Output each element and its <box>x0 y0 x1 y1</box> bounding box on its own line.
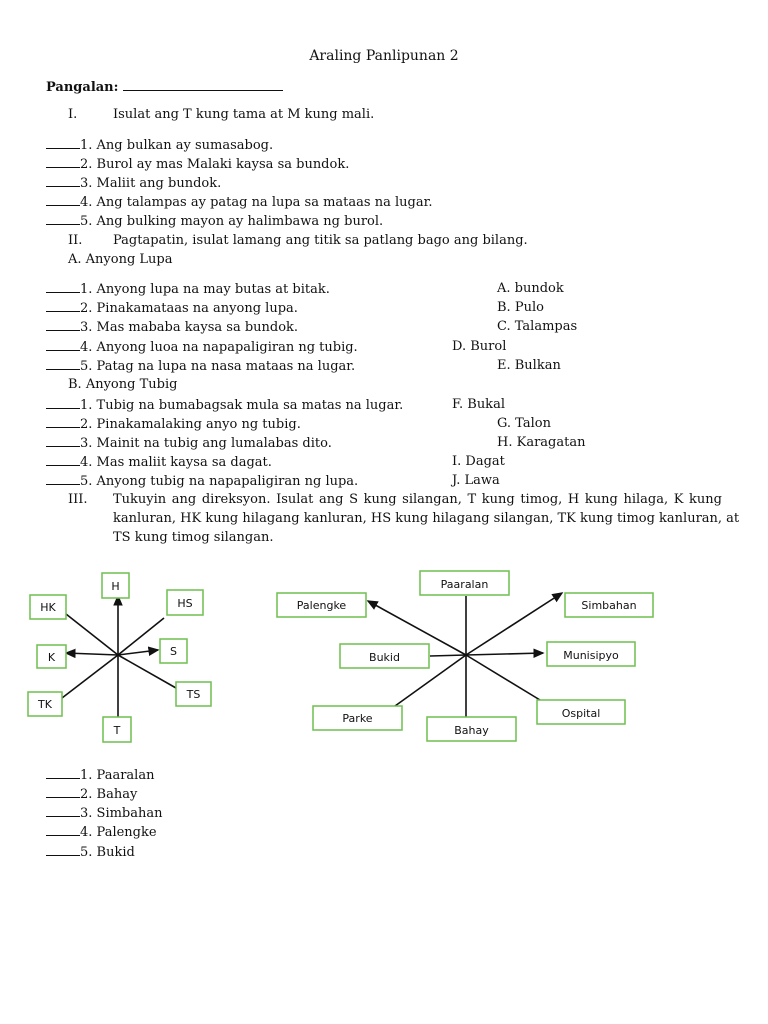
choice-h: H. Karagatan <box>497 435 586 450</box>
answer-blank[interactable] <box>46 415 80 428</box>
answer-blank[interactable] <box>46 155 80 168</box>
map-arrow-east <box>466 653 543 655</box>
choice-b: B. Pulo <box>497 300 544 315</box>
map-box-bahay <box>427 717 516 741</box>
map-box-simbahan <box>565 593 653 617</box>
compass-label-ts: TS <box>186 688 201 701</box>
part-a-heading: A. Anyong Lupa <box>68 252 173 267</box>
s2b-item-3 <box>46 434 332 453</box>
section3-instruction-line-1: Tukuyin ang direksyon. Isulat ang S kung silangan, T kung timog, H kung hilaga, K kung <box>113 492 722 507</box>
s3-item-3-text: 3. Simbahan <box>80 806 163 821</box>
answer-blank[interactable] <box>46 843 80 856</box>
s1-item-5 <box>46 212 383 231</box>
section1-numeral: I. <box>68 107 78 122</box>
compass-box-hk <box>30 595 66 619</box>
answer-blank[interactable] <box>46 193 80 206</box>
answer-blank[interactable] <box>46 318 80 331</box>
s2a-item-1-text: 1. Anyong lupa na may butas at bitak. <box>80 282 330 297</box>
arrow-southwest <box>62 655 118 698</box>
compass-label-s: S <box>170 645 177 658</box>
compass-label-t: T <box>113 724 121 737</box>
choice-c: C. Talampas <box>497 319 578 334</box>
answer-blank[interactable] <box>46 823 80 836</box>
choice-f: F. Bukal <box>452 397 505 412</box>
compass-box-s <box>160 639 187 663</box>
choice-g: G. Talon <box>497 416 551 431</box>
s2a-item-4-text: 4. Anyong luoa na napapaligiran ng tubig. <box>80 340 358 355</box>
s2b-item-3-text: 3. Mainit na tubig ang lumalabas dito. <box>80 436 332 451</box>
compass-box-ts <box>176 682 211 706</box>
compass-label-hs: HS <box>177 597 193 610</box>
choice-d: D. Burol <box>452 339 507 354</box>
map-box-palengke <box>277 593 366 617</box>
map-label-bahay: Bahay <box>454 724 489 737</box>
answer-blank[interactable] <box>46 280 80 293</box>
s1-item-1-text: 1. Ang bulkan ay sumasabog. <box>80 138 274 153</box>
compass-label-tk: TK <box>38 698 52 711</box>
map-box-paaralan <box>420 571 509 595</box>
s2b-item-2-text: 2. Pinakamalaking anyo ng tubig. <box>80 417 301 432</box>
answer-blank[interactable] <box>46 434 80 447</box>
answer-blank[interactable] <box>46 804 80 817</box>
map-label-palengke: Palengke <box>296 599 347 612</box>
s2a-item-5-text: 5. Patag na lupa na nasa mataas na lugar. <box>80 359 356 374</box>
s3-item-5 <box>46 843 135 862</box>
compass-box-tk <box>28 692 62 716</box>
name-row <box>46 78 283 97</box>
s3-item-2 <box>46 785 137 804</box>
map-label-parke: Parke <box>342 712 373 725</box>
map-diagram <box>270 560 670 750</box>
s2a-item-3 <box>46 318 298 337</box>
arrow-northwest <box>66 614 118 655</box>
compass-box-hs <box>167 590 203 615</box>
compass-label-k: K <box>47 651 56 664</box>
s1-item-1 <box>46 136 273 155</box>
map-label-paaralan: Paaralan <box>440 578 489 591</box>
compass-box-k <box>37 645 66 668</box>
s2b-item-5 <box>46 472 358 491</box>
map-box-munisipyo <box>547 642 635 666</box>
compass-box-t <box>103 717 131 742</box>
answer-blank[interactable] <box>46 174 80 187</box>
choice-e: E. Bulkan <box>497 358 561 373</box>
answer-blank[interactable] <box>46 357 80 370</box>
s2a-item-5 <box>46 357 355 376</box>
answer-blank[interactable] <box>46 396 80 409</box>
answer-blank[interactable] <box>46 136 80 149</box>
map-arrow-west <box>430 655 466 656</box>
s2b-item-1 <box>46 396 403 415</box>
section3-instruction-line-3: TS kung timog silangan. <box>113 530 274 545</box>
map-box-parke <box>313 706 402 730</box>
s1-item-2 <box>46 155 349 174</box>
answer-blank[interactable] <box>46 453 80 466</box>
page-title: Araling Panlipunan 2 <box>309 48 459 64</box>
section2-instruction: Pagtapatin, isulat lamang ang titik sa patlang bago ang bilang. <box>113 233 528 248</box>
s2b-item-4-text: 4. Mas maliit kaysa sa dagat. <box>80 455 272 470</box>
answer-blank[interactable] <box>46 299 80 312</box>
s1-item-3-text: 3. Maliit ang bundok. <box>80 176 222 191</box>
s2a-item-1 <box>46 280 330 299</box>
map-box-ospital <box>537 700 625 724</box>
choice-a: A. bundok <box>497 281 564 296</box>
compass-diagram <box>0 560 230 750</box>
answer-blank[interactable] <box>46 472 80 485</box>
s3-item-1-text: 1. Paaralan <box>80 768 155 783</box>
s2b-item-1-text: 1. Tubig na bumabagsak mula sa matas na lugar. <box>80 398 404 413</box>
map-label-simbahan: Simbahan <box>581 599 637 612</box>
s1-item-3 <box>46 174 221 193</box>
answer-blank[interactable] <box>46 766 80 779</box>
section1-instruction: Isulat ang T kung tama at M kung mali. <box>113 107 375 122</box>
map-label-bukid: Bukid <box>369 651 400 664</box>
part-b-heading: B. Anyong Tubig <box>68 377 178 392</box>
compass-label-hk: HK <box>40 601 56 614</box>
s1-item-4 <box>46 193 433 212</box>
choice-i: I. Dagat <box>452 454 505 469</box>
arrow-west <box>66 653 118 655</box>
s3-item-4-text: 4. Palengke <box>80 825 157 840</box>
s2a-item-3-text: 3. Mas mababa kaysa sa bundok. <box>80 320 299 335</box>
section3-instruction-line-2: kanluran, HK kung hilagang kanluran, HS kung hilagang silangan, TK kung timog kanluran, at <box>113 511 740 526</box>
answer-blank[interactable] <box>46 212 80 225</box>
s3-item-1 <box>46 766 154 785</box>
section3-numeral: III. <box>68 492 88 507</box>
name-blank[interactable] <box>123 78 283 91</box>
s1-item-5-text: 5. Ang bulking mayon ay halimbawa ng burol. <box>80 214 384 229</box>
s3-item-2-text: 2. Bahay <box>80 787 138 802</box>
s2b-item-5-text: 5. Anyong tubig na napapaligiran ng lupa. <box>80 474 359 489</box>
map-box-bukid <box>340 644 429 668</box>
s3-item-3 <box>46 804 163 823</box>
answer-blank[interactable] <box>46 338 80 351</box>
section2-numeral: II. <box>68 233 83 248</box>
compass-label-h: H <box>111 580 120 593</box>
answer-blank[interactable] <box>46 785 80 798</box>
map-label-ospital: Ospital <box>561 707 601 720</box>
s3-item-5-text: 5. Bukid <box>80 845 135 860</box>
s2b-item-2 <box>46 415 301 434</box>
name-label: Pangalan: <box>46 80 119 95</box>
compass-box-h <box>102 573 129 598</box>
s1-item-4-text: 4. Ang talampas ay patag na lupa sa mataas na lugar. <box>80 195 433 210</box>
choice-j: J. Lawa <box>452 473 500 488</box>
s2a-item-2-text: 2. Pinakamataas na anyong lupa. <box>80 301 298 316</box>
s2a-item-2 <box>46 299 298 318</box>
s2b-item-4 <box>46 453 272 472</box>
s1-item-2-text: 2. Burol ay mas Malaki kaysa sa bundok. <box>80 157 350 172</box>
s3-item-4 <box>46 823 157 842</box>
s2a-item-4 <box>46 338 358 357</box>
map-label-munisipyo: Munisipyo <box>563 649 619 662</box>
map-arrow-southeast <box>466 655 540 700</box>
